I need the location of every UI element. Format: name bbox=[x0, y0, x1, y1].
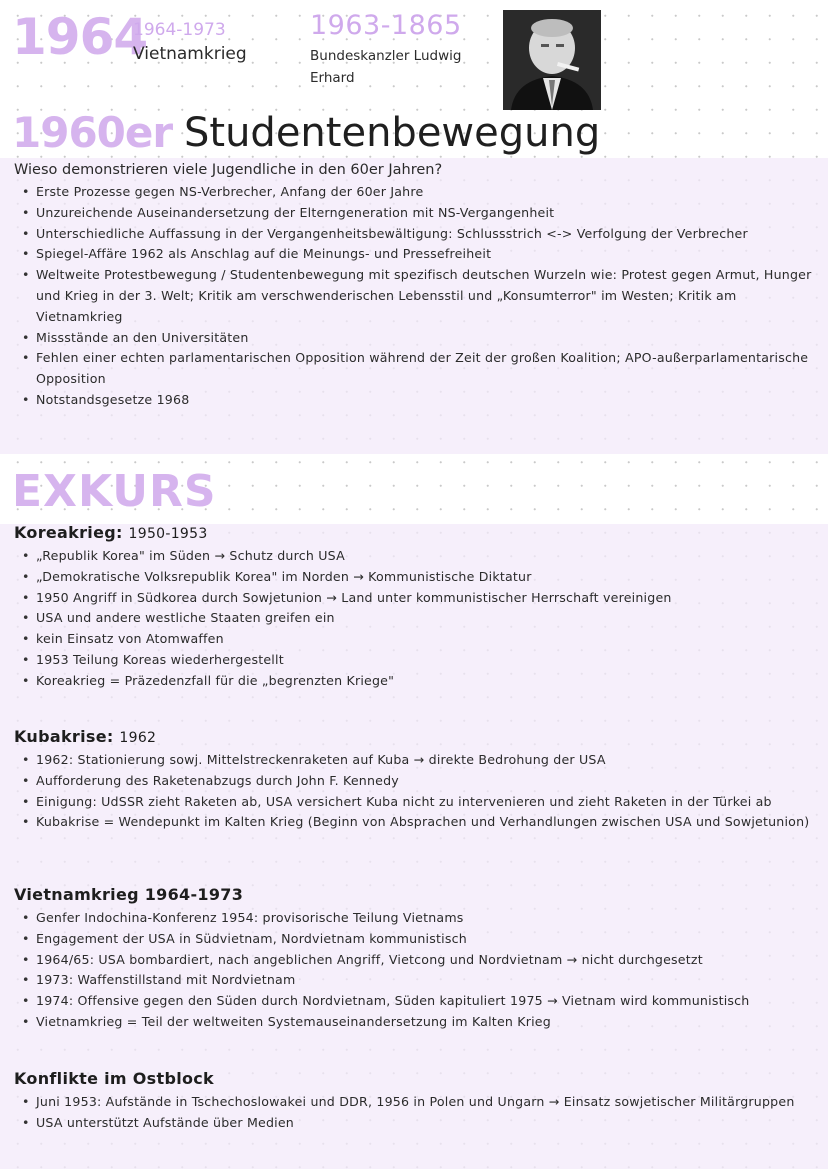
kuba-years: 1962 bbox=[119, 730, 157, 746]
exkurs-title: EXKURS bbox=[12, 466, 217, 517]
list-item: • kein Einsatz von Atomwaffen bbox=[16, 629, 816, 650]
list-item: • Einigung: UdSSR zieht Raketen ab, USA versichert Kuba nicht zu intervenieren und zieht Raketen in der Türkei ab bbox=[16, 792, 816, 813]
kuba-list bbox=[16, 750, 816, 833]
section1-title: Studentenbewegung bbox=[184, 110, 601, 156]
header-range-2: 1963-1865 bbox=[310, 10, 462, 41]
list-item: • Spiegel-Affäre 1962 als Anschlag auf die Meinungs- und Pressefreiheit bbox=[16, 244, 816, 265]
list-item: • Notstandsgesetze 1968 bbox=[16, 390, 816, 411]
header-range-1: 1964-1973 bbox=[133, 20, 226, 40]
header-year: 1964 bbox=[12, 8, 148, 66]
list-item: • Koreakrieg = Präzedenzfall für die „begrenzten Kriege" bbox=[16, 671, 816, 692]
list-item: • Fehlen einer echten parlamentarischen Opposition während der Zeit der großen Koalition; APO-außerparlamentarische Opposition bbox=[16, 348, 816, 390]
list-item: • Engagement der USA in Südvietnam, Nordvietnam kommunistisch bbox=[16, 929, 816, 950]
korea-list bbox=[16, 546, 816, 692]
section1-list bbox=[16, 182, 816, 411]
list-item: • 1973: Waffenstillstand mit Nordvietnam bbox=[16, 970, 816, 991]
kuba-heading-label: Kubakrise: bbox=[14, 727, 114, 746]
korea-heading-label: Koreakrieg: bbox=[14, 523, 123, 542]
ostblock-list bbox=[16, 1092, 816, 1134]
list-item: • USA und andere westliche Staaten greifen ein bbox=[16, 608, 816, 629]
kuba-heading bbox=[14, 726, 156, 749]
header-topic-2-line1: Bundeskanzler Ludwig bbox=[310, 48, 462, 64]
list-item: • 1953 Teilung Koreas wiederhergestellt bbox=[16, 650, 816, 671]
list-item: • USA unterstützt Aufstände über Medien bbox=[16, 1113, 816, 1134]
header-topic-1: Vietnamkrieg bbox=[133, 44, 247, 64]
list-item: • Aufforderung des Raketenabzugs durch John F. Kennedy bbox=[16, 771, 816, 792]
korea-years: 1950-1953 bbox=[128, 526, 208, 542]
section1-question: Wieso demonstrieren viele Jugendliche in den 60er Jahren? bbox=[14, 162, 443, 178]
list-item: • 1964/65: USA bombardiert, nach angeblichen Angriff, Vietcong und Nordvietnam → nicht durchgesetzt bbox=[16, 950, 816, 971]
list-item: • Vietnamkrieg = Teil der weltweiten Systemauseinandersetzung im Kalten Krieg bbox=[16, 1012, 816, 1033]
person-portrait-icon bbox=[503, 10, 601, 110]
list-item: • Unterschiedliche Auffassung in der Vergangenheitsbewältigung: Schlussstrich <-> Verfolgung der Verbrecher bbox=[16, 224, 816, 245]
list-item: • 1974: Offensive gegen den Süden durch Nordvietnam, Süden kapituliert 1975 → Vietnam wird kommunistisch bbox=[16, 991, 816, 1012]
list-item: • Kubakrise = Wendepunkt im Kalten Krieg (Beginn von Absprachen und Verhandlungen zwischen USA und Sowjetunion) bbox=[16, 812, 816, 833]
list-item: • 1950 Angriff in Südkorea durch Sowjetunion → Land unter kommunistischer Herrschaft vereinigen bbox=[16, 588, 816, 609]
list-item: • „Republik Korea" im Süden → Schutz durch USA bbox=[16, 546, 816, 567]
portrait-photo bbox=[503, 10, 601, 110]
list-item: • 1962: Stationierung sowj. Mittelstreckenraketen auf Kuba → direkte Bedrohung der USA bbox=[16, 750, 816, 771]
list-item: • Genfer Indochina-Konferenz 1954: provisorische Teilung Vietnams bbox=[16, 908, 816, 929]
list-item: • Unzureichende Auseinandersetzung der Elterngeneration mit NS-Vergangenheit bbox=[16, 203, 816, 224]
section1-decade: 1960er bbox=[12, 108, 173, 157]
list-item: • „Demokratische Volksrepublik Korea" im Norden → Kommunistische Diktatur bbox=[16, 567, 816, 588]
list-item: • Weltweite Protestbewegung / Studentenbewegung mit spezifisch deutschen Wurzeln wie: Protest gegen Armut, Hunger und Krieg in der 3. Welt; Kritik am verschwenderischen Lebensstil und „Konsumterror" im Westen; Kritik am Vietnamkrieg bbox=[16, 265, 816, 327]
list-item: • Missstände an den Universitäten bbox=[16, 328, 816, 349]
vietnam-heading: Vietnamkrieg 1964-1973 bbox=[14, 885, 244, 904]
list-item: • Erste Prozesse gegen NS-Verbrecher, Anfang der 60er Jahre bbox=[16, 182, 816, 203]
ostblock-heading: Konflikte im Ostblock bbox=[14, 1069, 214, 1088]
header-topic-2-line2: Erhard bbox=[310, 70, 355, 86]
list-item: • Juni 1953: Aufstände in Tschechoslowakei und DDR, 1956 in Polen und Ungarn → Einsatz sowjetischer Militärgruppen bbox=[16, 1092, 816, 1113]
korea-heading bbox=[14, 522, 208, 545]
vietnam-list bbox=[16, 908, 816, 1033]
